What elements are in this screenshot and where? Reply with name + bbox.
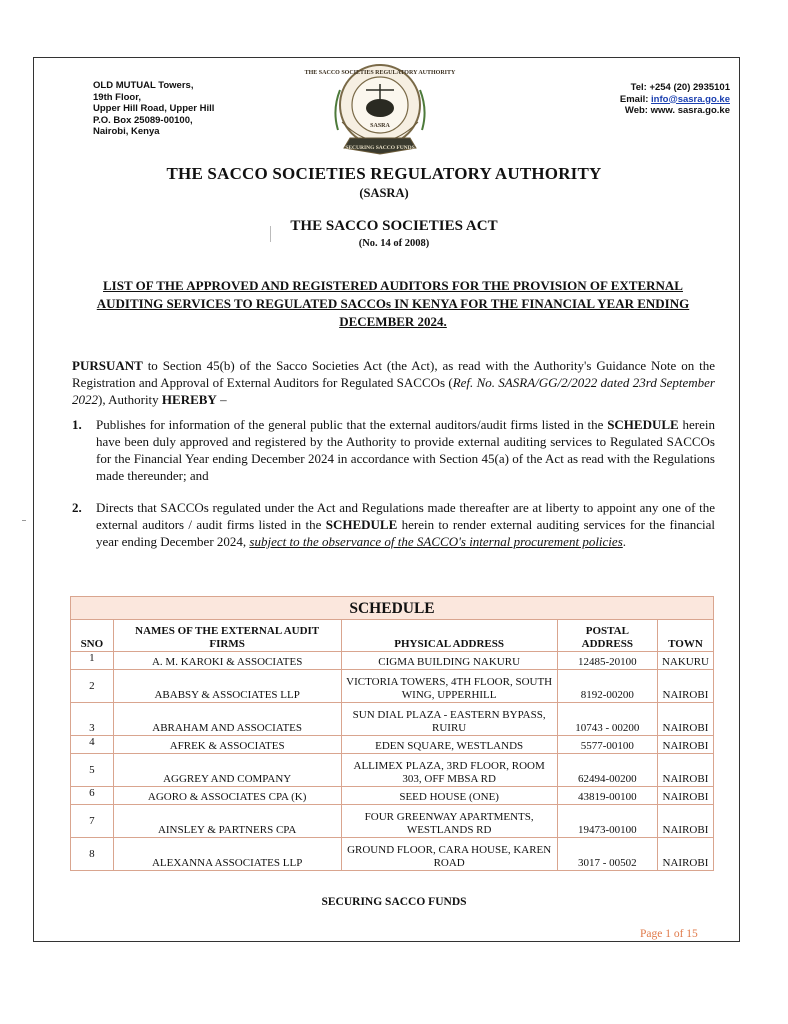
tel-line: Tel: +254 (20) 2935101: [630, 82, 730, 93]
address-line: Nairobi, Kenya: [93, 126, 160, 138]
item-text: Publishes for information of the general public that the external auditors/audit firms listed in the SCHEDULE herein have been duly approved and registered by the Authority to provide external auditing services to Regulated SACCOs for the Financial Year ending December 2024 in accordance with Section 45(a) of the Act as read with the Regulations made thereunder; and: [96, 417, 716, 483]
address-cell: SEED HOUSE (ONE): [341, 787, 557, 805]
seal-text-top: THE SACCO SOCIETIES REGULATORY AUTHORITY: [304, 70, 456, 76]
seal-text-mid: SASRA: [370, 123, 390, 129]
act-title: THE SACCO SOCIETIES ACT: [290, 218, 498, 234]
postal-cell: 5577-00100: [557, 736, 657, 754]
office-address: [93, 80, 283, 138]
seal-banner-text: SECURING SACCO FUNDS: [345, 145, 415, 151]
list-item: [72, 499, 715, 550]
schedule-title: SCHEDULE: [71, 597, 714, 620]
column-header: NAMES OF THE EXTERNAL AUDIT FIRMS: [113, 620, 341, 652]
town-cell: NAIROBI: [657, 754, 713, 787]
firm-cell: AINSLEY & PARTNERS CPA: [113, 805, 341, 838]
sno-cell: 7: [71, 805, 114, 838]
email-line: Email: info@sasra.go.ke: [619, 93, 730, 105]
address-cell: VICTORIA TOWERS, 4TH FLOOR, SOUTH WING, UPPERHILL: [341, 670, 557, 703]
town-cell: NAIROBI: [657, 805, 713, 838]
sno-cell: 5: [71, 754, 114, 787]
postal-cell: 43819-00100: [557, 787, 657, 805]
address-cell: FOUR GREENWAY APARTMENTS, WESTLANDS RD: [341, 805, 557, 838]
address-cell: GROUND FLOOR, CARA HOUSE, KAREN ROAD: [341, 838, 557, 871]
sno-cell: 8: [71, 838, 114, 871]
column-header: POSTAL ADDRESS: [557, 620, 657, 652]
firm-cell: AFREK & ASSOCIATES: [113, 736, 341, 754]
address-line: Upper Hill Road, Upper Hill: [93, 103, 215, 115]
table-row: [71, 838, 714, 871]
postal-cell: 62494-00200: [557, 754, 657, 787]
sno-cell: 3: [71, 703, 114, 736]
table-row: [71, 754, 714, 787]
item-number: 1.: [72, 417, 82, 432]
table-row: [71, 736, 714, 754]
authority-abbr: (SASRA): [359, 186, 409, 200]
email-link[interactable]: info@sasra.go.ke: [651, 93, 730, 105]
postal-cell: 8192-00200: [557, 670, 657, 703]
firm-cell: A. M. KAROKI & ASSOCIATES: [113, 652, 341, 670]
schedule-table: [70, 596, 714, 871]
contact-info: [540, 82, 730, 117]
firm-cell: ABABSY & ASSOCIATES LLP: [113, 670, 341, 703]
sno-cell: 6: [71, 787, 114, 805]
town-cell: NAIROBI: [657, 838, 713, 871]
town-cell: NAKURU: [657, 652, 713, 670]
authority-title: THE SACCO SOCIETIES REGULATORY AUTHORITY: [166, 164, 602, 183]
postal-cell: 10743 - 00200: [557, 703, 657, 736]
address-line: P.O. Box 25089-00100,: [93, 114, 193, 126]
document-heading: LIST OF THE APPROVED AND REGISTERED AUDITORS FOR THE PROVISION OF EXTERNAL AUDITING SERVICES TO REGULATED SACCOs IN KENYA FOR THE FINANCIAL YEAR ENDING DECEMBER 2024.: [96, 278, 690, 329]
postal-cell: 12485-20100: [557, 652, 657, 670]
sasra-seal-logo: [304, 60, 456, 160]
address-cell: EDEN SQUARE, WESTLANDS: [341, 736, 557, 754]
postal-cell: 3017 - 00502: [557, 838, 657, 871]
sno-cell: 1: [71, 652, 114, 670]
town-cell: NAIROBI: [657, 703, 713, 736]
page-number: Page 1 of 15: [640, 928, 698, 940]
table-header-row: [71, 620, 714, 652]
column-header: TOWN: [657, 620, 713, 652]
address-line: OLD MUTUAL Towers,: [93, 80, 194, 91]
footer-slogan: SECURING SACCO FUNDS: [321, 896, 467, 908]
act-number: (No. 14 of 2008): [358, 238, 430, 249]
address-cell: ALLIMEX PLAZA, 3RD FLOOR, ROOM 303, OFF MBSA RD: [341, 754, 557, 787]
address-cell: CIGMA BUILDING NAKURU: [341, 652, 557, 670]
list-item: [72, 416, 715, 484]
firm-cell: AGORO & ASSOCIATES CPA (K): [113, 787, 341, 805]
tel-value: +254 (20) 2935101: [649, 82, 730, 93]
sno-cell: 2: [71, 670, 114, 703]
table-row: [71, 805, 714, 838]
item-number: 2.: [72, 500, 82, 515]
table-row: [71, 787, 714, 805]
firm-cell: ALEXANNA ASSOCIATES LLP: [113, 838, 341, 871]
reference: Ref. No. SASRA/GG/2/2022 dated 23rd September 2022: [72, 375, 715, 407]
table-row: [71, 703, 714, 736]
column-header: SNO: [71, 620, 114, 652]
town-cell: NAIROBI: [657, 670, 713, 703]
column-header: PHYSICAL ADDRESS: [341, 620, 557, 652]
item-text: Directs that SACCOs regulated under the Act and Regulations made thereafter are at liberty to appoint any one of the external auditors / audit firms listed in the SCHEDULE herein to render external auditing services for the financial year ending December 2024, subject to the observance of the SACCO's internal procurement policies.: [96, 500, 715, 549]
intro-paragraph: PURSUANT to Section 45(b) of the Sacco Societies Act (the Act), as read with the Authority's Guidance Note on the Registration and Approval of External Auditors for Regulated SACCOs (Ref. No. SASRA/GG/2/2022 dated 23rd September 2022), Authority HEREBY –: [72, 358, 715, 407]
scan-mark: [22, 520, 26, 521]
address-line: 19th Floor,: [93, 91, 142, 103]
town-cell: NAIROBI: [657, 736, 713, 754]
web-value: www. sasra.go.ke: [650, 105, 730, 117]
web-line: Web: www. sasra.go.ke: [624, 105, 730, 117]
sno-cell: 4: [71, 736, 114, 754]
firm-cell: AGGREY AND COMPANY: [113, 754, 341, 787]
postal-cell: 19473-00100: [557, 805, 657, 838]
table-row: [71, 652, 714, 670]
address-cell: SUN DIAL PLAZA - EASTERN BYPASS, RUIRU: [341, 703, 557, 736]
table-row: [71, 670, 714, 703]
town-cell: NAIROBI: [657, 787, 713, 805]
firm-cell: ABRAHAM AND ASSOCIATES: [113, 703, 341, 736]
